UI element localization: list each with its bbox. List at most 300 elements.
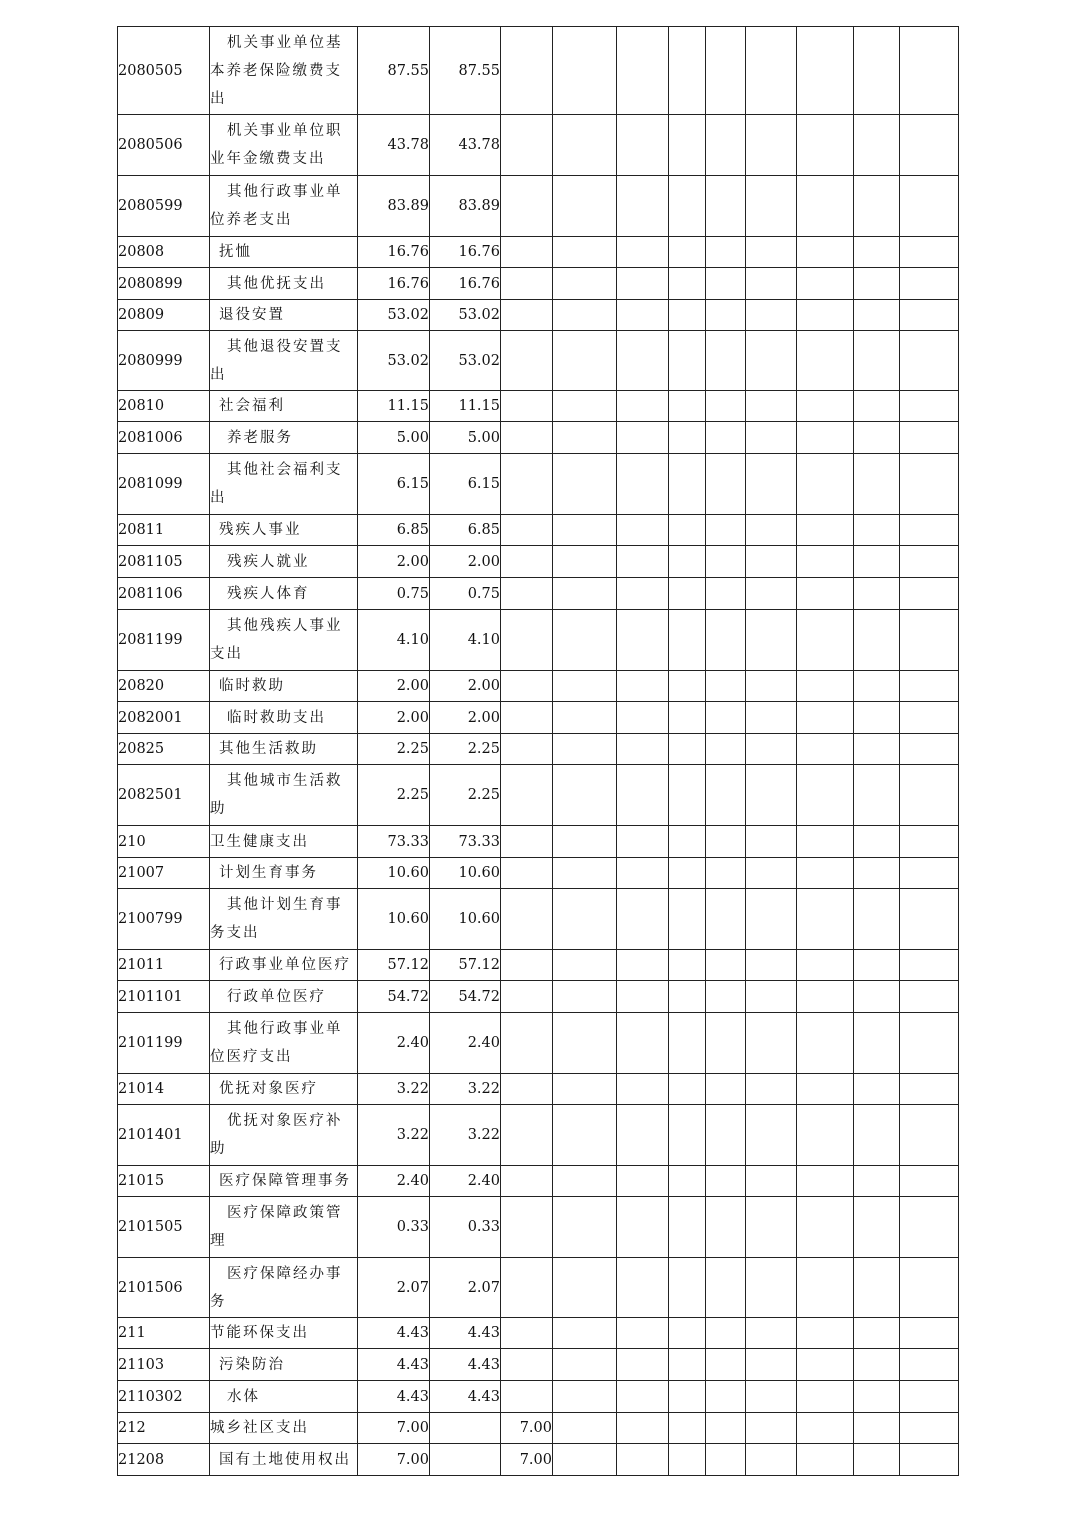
project-expenditure-cell xyxy=(501,734,553,765)
subject-code-cell: 2080999 xyxy=(118,331,210,391)
empty-cell xyxy=(553,858,617,889)
empty-cell xyxy=(669,268,706,300)
empty-cell xyxy=(900,1258,959,1318)
total-amount-cell: 2.25 xyxy=(358,734,430,765)
empty-cell xyxy=(553,1381,617,1413)
empty-cell xyxy=(706,1074,746,1105)
subject-code-cell: 2101505 xyxy=(118,1197,210,1258)
empty-cell xyxy=(553,1349,617,1381)
empty-cell xyxy=(900,702,959,734)
basic-expenditure-cell: 10.60 xyxy=(430,889,501,950)
basic-expenditure-cell: 73.33 xyxy=(430,826,501,858)
empty-cell xyxy=(669,1166,706,1197)
total-amount-cell: 7.00 xyxy=(358,1413,430,1444)
empty-cell xyxy=(669,889,706,950)
empty-cell xyxy=(900,1105,959,1166)
empty-cell xyxy=(553,1105,617,1166)
total-amount-cell: 2.07 xyxy=(358,1258,430,1318)
empty-cell xyxy=(854,1381,900,1413)
total-amount-cell: 6.15 xyxy=(358,454,430,515)
empty-cell xyxy=(797,1166,854,1197)
empty-cell xyxy=(706,1318,746,1349)
empty-cell xyxy=(669,546,706,578)
empty-cell xyxy=(797,1258,854,1318)
total-amount-cell: 54.72 xyxy=(358,981,430,1013)
empty-cell xyxy=(900,237,959,268)
empty-cell xyxy=(746,1013,797,1074)
empty-cell xyxy=(900,578,959,610)
empty-cell xyxy=(706,1166,746,1197)
table-row xyxy=(118,268,959,300)
empty-cell xyxy=(797,454,854,515)
empty-cell xyxy=(706,115,746,176)
empty-cell xyxy=(706,826,746,858)
project-expenditure-cell xyxy=(501,515,553,546)
project-expenditure-cell xyxy=(501,115,553,176)
table-row xyxy=(118,1074,959,1105)
empty-cell xyxy=(669,702,706,734)
empty-cell xyxy=(900,176,959,237)
empty-cell xyxy=(706,1381,746,1413)
empty-cell xyxy=(669,1413,706,1444)
table-row xyxy=(118,115,959,176)
empty-cell xyxy=(900,765,959,826)
total-amount-cell: 83.89 xyxy=(358,176,430,237)
empty-cell xyxy=(797,826,854,858)
empty-cell xyxy=(706,610,746,671)
empty-cell xyxy=(900,391,959,422)
empty-cell xyxy=(617,1074,669,1105)
empty-cell xyxy=(669,981,706,1013)
empty-cell xyxy=(617,734,669,765)
project-expenditure-cell xyxy=(501,1349,553,1381)
empty-cell xyxy=(854,734,900,765)
project-expenditure-cell xyxy=(501,268,553,300)
empty-cell xyxy=(797,734,854,765)
empty-cell xyxy=(746,702,797,734)
total-amount-cell: 10.60 xyxy=(358,858,430,889)
empty-cell xyxy=(797,950,854,981)
empty-cell xyxy=(553,610,617,671)
subject-code-cell: 21011 xyxy=(118,950,210,981)
subject-code-cell: 21007 xyxy=(118,858,210,889)
empty-cell xyxy=(617,300,669,331)
empty-cell xyxy=(669,300,706,331)
empty-cell xyxy=(553,546,617,578)
empty-cell xyxy=(746,391,797,422)
total-amount-cell: 53.02 xyxy=(358,300,430,331)
empty-cell xyxy=(900,671,959,702)
empty-cell xyxy=(746,1413,797,1444)
total-amount-cell: 4.43 xyxy=(358,1349,430,1381)
project-expenditure-cell: 7.00 xyxy=(501,1413,553,1444)
empty-cell xyxy=(746,27,797,115)
empty-cell xyxy=(900,1166,959,1197)
subject-code-cell: 20808 xyxy=(118,237,210,268)
project-expenditure-cell xyxy=(501,826,553,858)
empty-cell xyxy=(797,702,854,734)
project-expenditure-cell xyxy=(501,331,553,391)
table-row xyxy=(118,1413,959,1444)
table-row xyxy=(118,422,959,454)
project-expenditure-cell xyxy=(501,1105,553,1166)
empty-cell xyxy=(617,858,669,889)
subject-code-cell: 2080599 xyxy=(118,176,210,237)
empty-cell xyxy=(617,176,669,237)
empty-cell xyxy=(900,27,959,115)
basic-expenditure-cell: 43.78 xyxy=(430,115,501,176)
empty-cell xyxy=(669,391,706,422)
empty-cell xyxy=(797,300,854,331)
subject-name-cell: 残疾人事业 xyxy=(210,515,358,546)
total-amount-cell: 43.78 xyxy=(358,115,430,176)
empty-cell xyxy=(746,950,797,981)
project-expenditure-cell xyxy=(501,578,553,610)
total-amount-cell: 11.15 xyxy=(358,391,430,422)
total-amount-cell: 4.43 xyxy=(358,1381,430,1413)
empty-cell xyxy=(669,1105,706,1166)
table-row xyxy=(118,889,959,950)
empty-cell xyxy=(553,671,617,702)
total-amount-cell: 2.00 xyxy=(358,702,430,734)
project-expenditure-cell xyxy=(501,454,553,515)
empty-cell xyxy=(746,115,797,176)
table-row xyxy=(118,331,959,391)
empty-cell xyxy=(746,268,797,300)
empty-cell xyxy=(617,422,669,454)
table-row xyxy=(118,734,959,765)
basic-expenditure-cell: 3.22 xyxy=(430,1105,501,1166)
empty-cell xyxy=(900,734,959,765)
empty-cell xyxy=(617,515,669,546)
empty-cell xyxy=(746,454,797,515)
subject-name-cell: 计划生育事务 xyxy=(210,858,358,889)
empty-cell xyxy=(617,1413,669,1444)
empty-cell xyxy=(797,578,854,610)
basic-expenditure-cell: 4.43 xyxy=(430,1381,501,1413)
empty-cell xyxy=(900,422,959,454)
empty-cell xyxy=(669,1381,706,1413)
table-row xyxy=(118,950,959,981)
empty-cell xyxy=(854,1413,900,1444)
empty-cell xyxy=(706,237,746,268)
empty-cell xyxy=(706,950,746,981)
empty-cell xyxy=(900,300,959,331)
subject-name-cell: 其他生活救助 xyxy=(210,734,358,765)
empty-cell xyxy=(900,1413,959,1444)
table-row xyxy=(118,300,959,331)
basic-expenditure-cell: 54.72 xyxy=(430,981,501,1013)
empty-cell xyxy=(854,115,900,176)
subject-name-cell: 其他优抚支出 xyxy=(210,268,358,300)
empty-cell xyxy=(553,422,617,454)
empty-cell xyxy=(900,515,959,546)
project-expenditure-cell xyxy=(501,237,553,268)
subject-code-cell: 2080506 xyxy=(118,115,210,176)
basic-expenditure-cell: 3.22 xyxy=(430,1074,501,1105)
total-amount-cell: 16.76 xyxy=(358,268,430,300)
empty-cell xyxy=(553,889,617,950)
empty-cell xyxy=(617,27,669,115)
empty-cell xyxy=(706,671,746,702)
empty-cell xyxy=(706,981,746,1013)
empty-cell xyxy=(900,1349,959,1381)
empty-cell xyxy=(669,1074,706,1105)
empty-cell xyxy=(617,1381,669,1413)
subject-code-cell: 2101199 xyxy=(118,1013,210,1074)
empty-cell xyxy=(617,268,669,300)
subject-name-cell: 优抚对象医疗 xyxy=(210,1074,358,1105)
table-row xyxy=(118,1318,959,1349)
empty-cell xyxy=(617,1166,669,1197)
subject-name-cell: 其他行政事业单位医疗支出 xyxy=(210,1013,358,1074)
empty-cell xyxy=(617,331,669,391)
table-row xyxy=(118,1166,959,1197)
empty-cell xyxy=(854,610,900,671)
empty-cell xyxy=(553,765,617,826)
table-row xyxy=(118,610,959,671)
total-amount-cell: 53.02 xyxy=(358,331,430,391)
empty-cell xyxy=(854,765,900,826)
project-expenditure-cell: 7.00 xyxy=(501,1444,553,1476)
empty-cell xyxy=(746,1381,797,1413)
empty-cell xyxy=(669,858,706,889)
empty-cell xyxy=(854,671,900,702)
basic-expenditure-cell xyxy=(430,1444,501,1476)
empty-cell xyxy=(797,268,854,300)
table-row xyxy=(118,1013,959,1074)
empty-cell xyxy=(746,734,797,765)
subject-code-cell: 2081106 xyxy=(118,578,210,610)
empty-cell xyxy=(553,331,617,391)
subject-code-cell: 21014 xyxy=(118,1074,210,1105)
subject-name-cell: 卫生健康支出 xyxy=(210,826,358,858)
empty-cell xyxy=(797,115,854,176)
empty-cell xyxy=(617,1013,669,1074)
empty-cell xyxy=(900,1074,959,1105)
total-amount-cell: 10.60 xyxy=(358,889,430,950)
empty-cell xyxy=(900,331,959,391)
empty-cell xyxy=(746,1074,797,1105)
table-row xyxy=(118,1381,959,1413)
empty-cell xyxy=(706,734,746,765)
subject-code-cell: 2101506 xyxy=(118,1258,210,1318)
empty-cell xyxy=(553,454,617,515)
project-expenditure-cell xyxy=(501,889,553,950)
empty-cell xyxy=(854,702,900,734)
empty-cell xyxy=(797,237,854,268)
empty-cell xyxy=(669,454,706,515)
empty-cell xyxy=(617,578,669,610)
empty-cell xyxy=(797,1349,854,1381)
total-amount-cell: 2.00 xyxy=(358,671,430,702)
subject-name-cell: 行政单位医疗 xyxy=(210,981,358,1013)
subject-code-cell: 21103 xyxy=(118,1349,210,1381)
empty-cell xyxy=(854,1318,900,1349)
subject-code-cell: 21208 xyxy=(118,1444,210,1476)
empty-cell xyxy=(706,176,746,237)
empty-cell xyxy=(706,268,746,300)
table-row xyxy=(118,27,959,115)
total-amount-cell: 16.76 xyxy=(358,237,430,268)
basic-expenditure-cell: 5.00 xyxy=(430,422,501,454)
basic-expenditure-cell: 6.85 xyxy=(430,515,501,546)
empty-cell xyxy=(746,515,797,546)
empty-cell xyxy=(617,765,669,826)
empty-cell xyxy=(617,1349,669,1381)
empty-cell xyxy=(854,27,900,115)
empty-cell xyxy=(617,115,669,176)
empty-cell xyxy=(797,671,854,702)
basic-expenditure-cell: 2.00 xyxy=(430,546,501,578)
total-amount-cell: 2.00 xyxy=(358,546,430,578)
empty-cell xyxy=(553,702,617,734)
empty-cell xyxy=(553,1166,617,1197)
basic-expenditure-cell: 2.40 xyxy=(430,1166,501,1197)
subject-name-cell: 水体 xyxy=(210,1381,358,1413)
subject-code-cell: 2101101 xyxy=(118,981,210,1013)
empty-cell xyxy=(797,858,854,889)
empty-cell xyxy=(746,1197,797,1258)
empty-cell xyxy=(706,1413,746,1444)
total-amount-cell: 57.12 xyxy=(358,950,430,981)
subject-code-cell: 20810 xyxy=(118,391,210,422)
empty-cell xyxy=(854,1013,900,1074)
empty-cell xyxy=(706,1349,746,1381)
empty-cell xyxy=(854,176,900,237)
subject-code-cell: 2080505 xyxy=(118,27,210,115)
empty-cell xyxy=(900,889,959,950)
table-row xyxy=(118,391,959,422)
subject-code-cell: 20820 xyxy=(118,671,210,702)
basic-expenditure-cell: 4.10 xyxy=(430,610,501,671)
empty-cell xyxy=(617,1105,669,1166)
basic-expenditure-cell: 4.43 xyxy=(430,1349,501,1381)
empty-cell xyxy=(706,331,746,391)
total-amount-cell: 0.33 xyxy=(358,1197,430,1258)
subject-code-cell: 2082001 xyxy=(118,702,210,734)
empty-cell xyxy=(617,950,669,981)
total-amount-cell: 4.10 xyxy=(358,610,430,671)
empty-cell xyxy=(797,1105,854,1166)
subject-name-cell: 污染防治 xyxy=(210,1349,358,1381)
basic-expenditure-cell: 83.89 xyxy=(430,176,501,237)
empty-cell xyxy=(900,950,959,981)
project-expenditure-cell xyxy=(501,950,553,981)
empty-cell xyxy=(854,889,900,950)
empty-cell xyxy=(706,27,746,115)
empty-cell xyxy=(553,115,617,176)
subject-code-cell: 210 xyxy=(118,826,210,858)
project-expenditure-cell xyxy=(501,176,553,237)
empty-cell xyxy=(797,176,854,237)
subject-code-cell: 2082501 xyxy=(118,765,210,826)
subject-name-cell: 城乡社区支出 xyxy=(210,1413,358,1444)
basic-expenditure-cell: 4.43 xyxy=(430,1318,501,1349)
empty-cell xyxy=(854,454,900,515)
empty-cell xyxy=(617,826,669,858)
empty-cell xyxy=(854,950,900,981)
project-expenditure-cell xyxy=(501,1013,553,1074)
empty-cell xyxy=(617,1258,669,1318)
subject-name-cell: 其他退役安置支出 xyxy=(210,331,358,391)
budget-table xyxy=(117,26,959,1476)
project-expenditure-cell xyxy=(501,858,553,889)
total-amount-cell: 6.85 xyxy=(358,515,430,546)
table-row xyxy=(118,546,959,578)
empty-cell xyxy=(797,1413,854,1444)
empty-cell xyxy=(669,578,706,610)
empty-cell xyxy=(746,176,797,237)
empty-cell xyxy=(669,610,706,671)
empty-cell xyxy=(669,734,706,765)
empty-cell xyxy=(854,1349,900,1381)
basic-expenditure-cell: 53.02 xyxy=(430,331,501,391)
project-expenditure-cell xyxy=(501,671,553,702)
empty-cell xyxy=(854,1166,900,1197)
subject-name-cell: 退役安置 xyxy=(210,300,358,331)
empty-cell xyxy=(553,1258,617,1318)
subject-name-cell: 机关事业单位基本养老保险缴费支出 xyxy=(210,27,358,115)
basic-expenditure-cell: 10.60 xyxy=(430,858,501,889)
empty-cell xyxy=(553,826,617,858)
total-amount-cell: 7.00 xyxy=(358,1444,430,1476)
empty-cell xyxy=(854,391,900,422)
empty-cell xyxy=(854,1444,900,1476)
table-row xyxy=(118,858,959,889)
basic-expenditure-cell: 2.25 xyxy=(430,765,501,826)
empty-cell xyxy=(553,1413,617,1444)
subject-name-cell: 其他计划生育事务支出 xyxy=(210,889,358,950)
subject-name-cell: 残疾人体育 xyxy=(210,578,358,610)
project-expenditure-cell xyxy=(501,422,553,454)
project-expenditure-cell xyxy=(501,1197,553,1258)
table-row xyxy=(118,1105,959,1166)
table-row xyxy=(118,1197,959,1258)
total-amount-cell: 73.33 xyxy=(358,826,430,858)
empty-cell xyxy=(854,1258,900,1318)
empty-cell xyxy=(746,1258,797,1318)
empty-cell xyxy=(706,858,746,889)
basic-expenditure-cell: 2.40 xyxy=(430,1013,501,1074)
table-row xyxy=(118,671,959,702)
empty-cell xyxy=(854,300,900,331)
subject-code-cell: 2081006 xyxy=(118,422,210,454)
empty-cell xyxy=(797,889,854,950)
empty-cell xyxy=(797,1074,854,1105)
basic-expenditure-cell: 11.15 xyxy=(430,391,501,422)
empty-cell xyxy=(706,1105,746,1166)
empty-cell xyxy=(553,1074,617,1105)
empty-cell xyxy=(617,454,669,515)
project-expenditure-cell xyxy=(501,981,553,1013)
project-expenditure-cell xyxy=(501,27,553,115)
total-amount-cell: 5.00 xyxy=(358,422,430,454)
table-row xyxy=(118,454,959,515)
empty-cell xyxy=(746,1349,797,1381)
empty-cell xyxy=(706,702,746,734)
subject-code-cell: 2081099 xyxy=(118,454,210,515)
basic-expenditure-cell: 87.55 xyxy=(430,27,501,115)
empty-cell xyxy=(797,1381,854,1413)
empty-cell xyxy=(746,1318,797,1349)
empty-cell xyxy=(900,454,959,515)
total-amount-cell: 3.22 xyxy=(358,1105,430,1166)
total-amount-cell: 2.40 xyxy=(358,1013,430,1074)
subject-name-cell: 残疾人就业 xyxy=(210,546,358,578)
empty-cell xyxy=(854,826,900,858)
empty-cell xyxy=(553,391,617,422)
